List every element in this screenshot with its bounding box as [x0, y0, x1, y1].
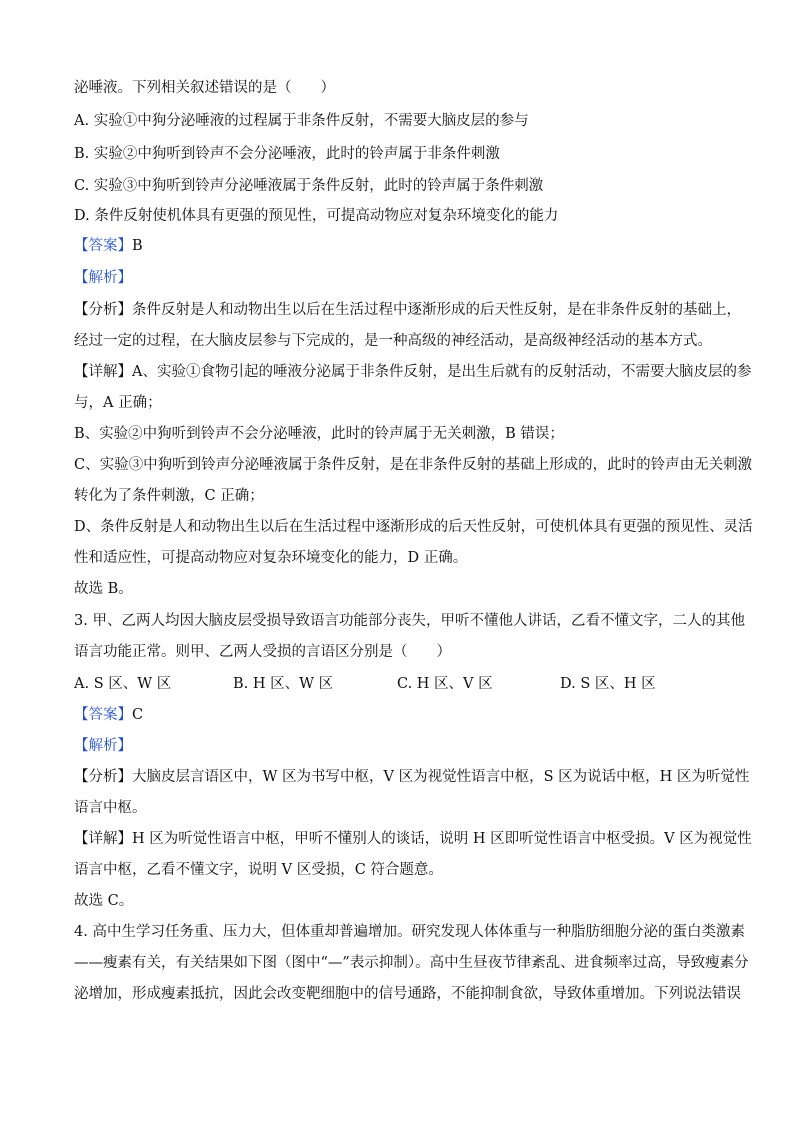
option-b: B. 实验②中狗听到铃声不会分泌唾液，此时的铃声属于非条件刺激 [74, 146, 500, 162]
text-line: 【分析】条件反射是人和动物出生以后在生活过程中逐渐形成的后天性反射，是在非条件反射的基础上， [74, 302, 741, 318]
option-d: D. 条件反射使机体具有更强的预见性，可提高动物应对复杂环境变化的能力 [74, 208, 559, 224]
text-line: 【分析】大脑皮层言语区中，W 区为书写中枢，V 区为视觉性语言中枢，S 区为说话中枢，H 区为听觉性 [74, 769, 750, 785]
option-b: B. H 区、W 区 [233, 676, 334, 692]
text-line: 经过一定的过程，在大脑皮层参与下完成的，是一种高级的神经活动，是高级神经活动的基本方式。 [74, 333, 712, 349]
answer-line [74, 705, 143, 725]
text-line: B、实验②中狗听到铃声不会分泌唾液，此时的铃声属于无关刺激，B 错误； [74, 426, 564, 442]
question-3: 3. 甲、乙两人均因大脑皮层受损导致语言功能部分丧失，甲听不懂他人讲话，乙看不懂文字，二人的其他 [74, 613, 745, 629]
text-line: 语言中枢，乙看不懂文字，说明 V 区受损，C 符合题意。 [74, 862, 443, 878]
text-line: C、实验③中狗听到铃声分泌唾液属于条件反射，是在非条件反射的基础上形成的，此时的铃声由无关刺激 [74, 457, 753, 473]
answer-value: C [132, 707, 144, 723]
analysis-label: 【解析】 [74, 738, 132, 754]
text-line: 语言功能正常。则甲、乙两人受损的言语区分别是（ ） [74, 644, 451, 660]
text-line: 【详解】H 区为听觉性语言中枢，甲听不懂别人的谈话，说明 H 区即听觉性语言中枢受损。V 区为视觉性 [74, 831, 752, 847]
text-line: 泌唾液。下列相关叙述错误的是（ ） [74, 80, 335, 96]
text-line: 转化为了条件刺激，C 正确； [74, 488, 264, 504]
option-a: A. S 区、W 区 [74, 676, 172, 692]
answer-value: B [132, 238, 143, 254]
text-line: 泌增加，形成瘦素抵抗，因此会改变靶细胞中的信号通路，不能抑制食欲，导致体重增加。下列说法错误 [74, 986, 741, 1002]
answer-line [74, 236, 143, 256]
answer-label: 【答案】 [74, 707, 132, 723]
text-line: 故选 C。 [74, 893, 134, 909]
text-line: D、条件反射是人和动物出生以后在生活过程中逐渐形成的后天性反射，可使机体具有更强的预见性、灵活 [74, 519, 753, 535]
text-line: ——瘦素有关，有关结果如下图（图中“—”表示抑制）。高中生昼夜节律紊乱、进食频率过高，导致瘦素分 [74, 955, 749, 971]
text-line: 语言中枢。 [74, 800, 147, 816]
answer-label: 【答案】 [74, 238, 132, 254]
text-line: 故选 B。 [74, 581, 133, 597]
analysis-label: 【解析】 [74, 270, 132, 286]
text-line: 性和适应性，可提高动物应对复杂环境变化的能力，D 正确。 [74, 550, 468, 566]
text-line: 与，A 正确； [74, 395, 162, 411]
text-line: 【详解】A、实验①食物引起的唾液分泌属于非条件反射，是出生后就有的反射活动，不需要大脑皮层的参 [74, 364, 752, 380]
option-d: D. S 区、H 区 [560, 676, 656, 692]
option-c: C. 实验③中狗听到铃声分泌唾液属于条件反射，此时的铃声属于条件刺激 [74, 178, 544, 194]
option-c: C. H 区、V 区 [397, 676, 493, 692]
question-4: 4. 高中生学习任务重、压力大，但体重却普遍增加。研究发现人体体重与一种脂肪细胞分泌的蛋白类激素 [74, 924, 745, 940]
option-a: A. 实验①中狗分泌唾液的过程属于非条件反射，不需要大脑皮层的参与 [74, 113, 529, 129]
